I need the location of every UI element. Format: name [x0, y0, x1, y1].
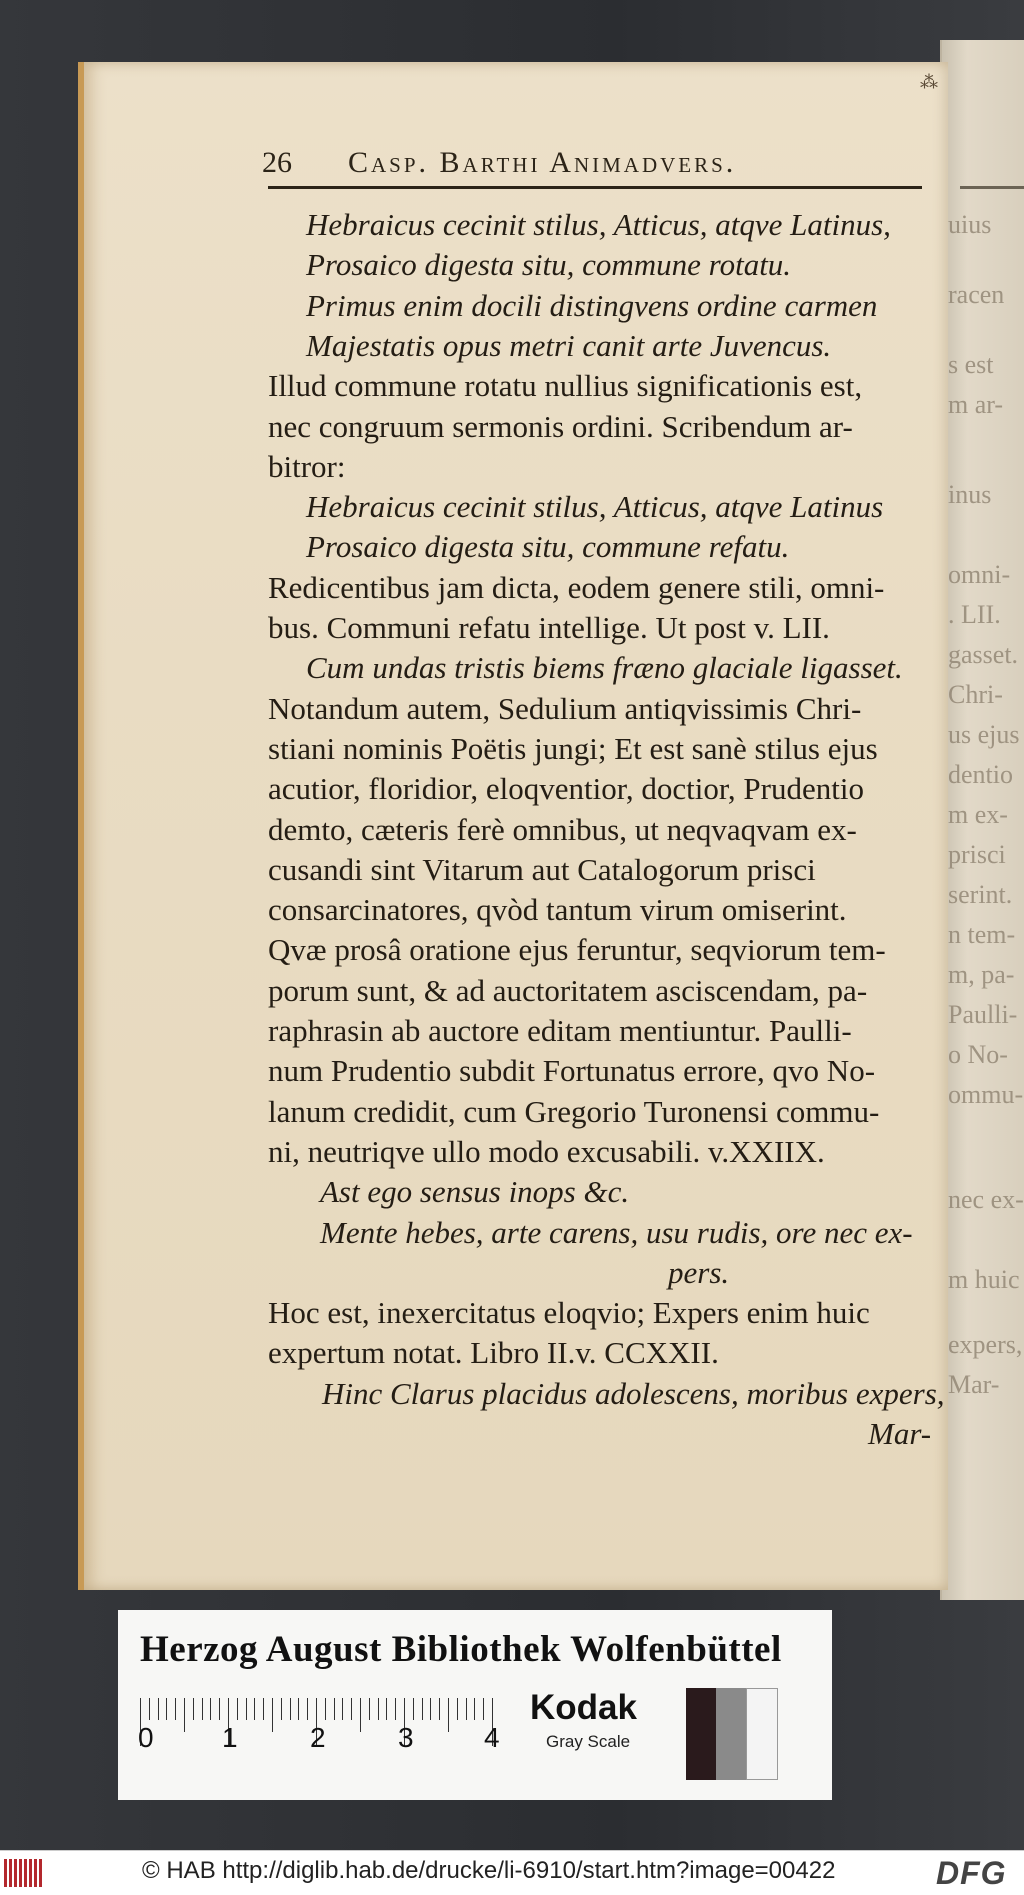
- ruler-tick: [290, 1698, 291, 1720]
- library-label: Herzog August Bibliothek Wolfenbüttel: [140, 1629, 782, 1670]
- swatch-gray: [716, 1688, 746, 1780]
- gray-swatches: [686, 1688, 778, 1780]
- text-line: demto, cæteris ferè omnibus, ut neqvaqvam ex-: [268, 811, 857, 847]
- text-line: Prosaico digesta situ, commune refatu.: [306, 529, 790, 565]
- next-page-edge: uius racen s est m ar- inus omni- . LII. gasset. Chri- us ejus dentio m ex- prisci serint. n tem- m, pa- Paulli- o No- ommu- nec ex- m huic expers, Mar-: [940, 40, 1024, 1600]
- ruler-tick: [369, 1698, 370, 1720]
- ruler-tick: [184, 1698, 185, 1732]
- text-line: Illud commune rotatu nullius significationis est,: [268, 368, 863, 404]
- text-line: bitror:: [268, 448, 346, 484]
- gray-scale-label: Gray Scale: [546, 1732, 631, 1751]
- ruler-number: 2: [310, 1722, 326, 1753]
- ruler-tick: [422, 1698, 423, 1720]
- ruler-tick: [246, 1698, 247, 1720]
- ruler-tick: [430, 1698, 431, 1720]
- hab-logo-icon: [4, 1859, 48, 1887]
- ruler-tick: [448, 1698, 449, 1732]
- ruler-tick: [474, 1698, 475, 1720]
- text-line: Redicentibus jam dicta, eodem genere stili, omni-: [268, 569, 885, 605]
- ruler-tick: [386, 1698, 387, 1720]
- ruler-tick: [272, 1698, 273, 1732]
- text-line: ni, neutriqve ullo modo excusabili. v.XXIIX.: [268, 1133, 825, 1169]
- swatch-white: [746, 1688, 778, 1780]
- ruler-tick: [457, 1698, 458, 1720]
- ruler-tick: [281, 1698, 282, 1720]
- text-line: Hebraicus cecinit stilus, Atticus, atqve Latinus,: [306, 207, 891, 242]
- footer-bar: [0, 1850, 1024, 1895]
- text-line: Hebraicus cecinit stilus, Atticus, atqve Latinus: [306, 489, 884, 525]
- next-page-rule: [960, 186, 1024, 189]
- ruler-tick: [298, 1698, 299, 1720]
- ruler-tick: [439, 1698, 440, 1720]
- ruler-number: 1: [222, 1722, 238, 1753]
- ruler-tick: [466, 1698, 467, 1720]
- text-line: Mar-: [868, 1416, 932, 1451]
- kodak-logo: Kodak: [530, 1688, 637, 1727]
- page-number: 26: [262, 146, 292, 179]
- page-corner-mark: ⁂: [920, 72, 938, 92]
- ruler-tick: [342, 1698, 343, 1720]
- ruler-number: 4: [484, 1722, 500, 1753]
- ruler-tick: [334, 1698, 335, 1720]
- ruler-tick: [325, 1698, 326, 1720]
- text-line: Ast ego sensus inops &c.: [320, 1174, 630, 1210]
- text-line: Prosaico digesta situ, commune rotatu.: [306, 247, 792, 283]
- text-line: nec congruum sermonis ordini. Scribendum ar-: [268, 408, 853, 444]
- ruler-tick: [210, 1698, 211, 1720]
- text-line: Qvæ prosâ oratione ejus feruntur, seqviorum tem-: [268, 932, 886, 968]
- text-line: Primus enim docili distingvens ordine carmen: [306, 287, 878, 323]
- text-line: expertum notat. Libro II.v. CCXXII.: [268, 1335, 719, 1371]
- ruler-tick: [175, 1698, 176, 1720]
- header-rule: [268, 186, 922, 189]
- ruler-tick: [193, 1698, 194, 1720]
- text-line: num Prudentio subdit Fortunatus errore, qvo No-: [268, 1053, 876, 1089]
- text-line: stiani nominis Poëtis jungi; Et est sanè stilus ejus: [268, 730, 878, 766]
- ruler-tick: [202, 1698, 203, 1720]
- footer-link[interactable]: © HAB http://diglib.hab.de/drucke/li-6910/start.htm?image=00422: [142, 1857, 836, 1884]
- text-line: Mente hebes, arte carens, usu rudis, ore nec ex-: [320, 1214, 913, 1250]
- swatch-black: [686, 1688, 716, 1780]
- ruler-tick: [395, 1698, 396, 1720]
- text-line: porum sunt, & ad auctoritatem asciscendam, pa-: [268, 972, 868, 1008]
- ruler-number: 0: [138, 1722, 154, 1753]
- text-line: lanum credidit, cum Gregorio Turonensi commu-: [268, 1093, 880, 1129]
- text-line: cusandi sint Vitarum aut Catalogorum prisci: [268, 851, 816, 887]
- ruler-tick: [413, 1698, 414, 1720]
- text-line: pers.: [668, 1254, 730, 1290]
- text-line: consarcinatores, qvòd tantum virum omiserint.: [268, 892, 847, 928]
- ruler-tick: [483, 1698, 484, 1720]
- text-line: raphrasin ab auctore editam mentiuntur. Paulli-: [268, 1013, 852, 1048]
- text-line: Hoc est, inexercitatus eloqvio; Expers enim huic: [268, 1295, 870, 1331]
- text-line: Majestatis opus metri canit arte Juvencus.: [306, 327, 832, 363]
- ruler-tick: [263, 1698, 264, 1720]
- text-line: Notandum autem, Sedulium antiqvissimis Chri-: [268, 690, 862, 726]
- dfg-logo: DFG: [936, 1855, 1007, 1891]
- ruler-tick: [219, 1698, 220, 1720]
- ruler-tick: [149, 1698, 150, 1720]
- ruler-tick: [166, 1698, 167, 1720]
- ruler-tick: [158, 1698, 159, 1720]
- color-target: [118, 1610, 832, 1800]
- text-line: bus. Communi refatu intellige. Ut post v. LII.: [268, 610, 830, 645]
- ruler-tick: [360, 1698, 361, 1732]
- ruler-number: 3: [398, 1722, 414, 1753]
- ruler-tick: [378, 1698, 379, 1720]
- ruler-tick: [351, 1698, 352, 1720]
- ruler-tick: [307, 1698, 308, 1720]
- page-header: [262, 146, 922, 190]
- ruler-tick: [254, 1698, 255, 1720]
- running-head: Casp. Barthi Animadvers.: [348, 146, 737, 179]
- text-line: Cum undas tristis biems fræno glaciale ligasset.: [306, 650, 903, 686]
- text-line: Hinc Clarus placidus adolescens, moribus expers,: [322, 1375, 945, 1411]
- ruler-tick: [237, 1698, 238, 1720]
- text-line: acutior, floridior, eloqventior, doctior, Prudentio: [268, 771, 864, 807]
